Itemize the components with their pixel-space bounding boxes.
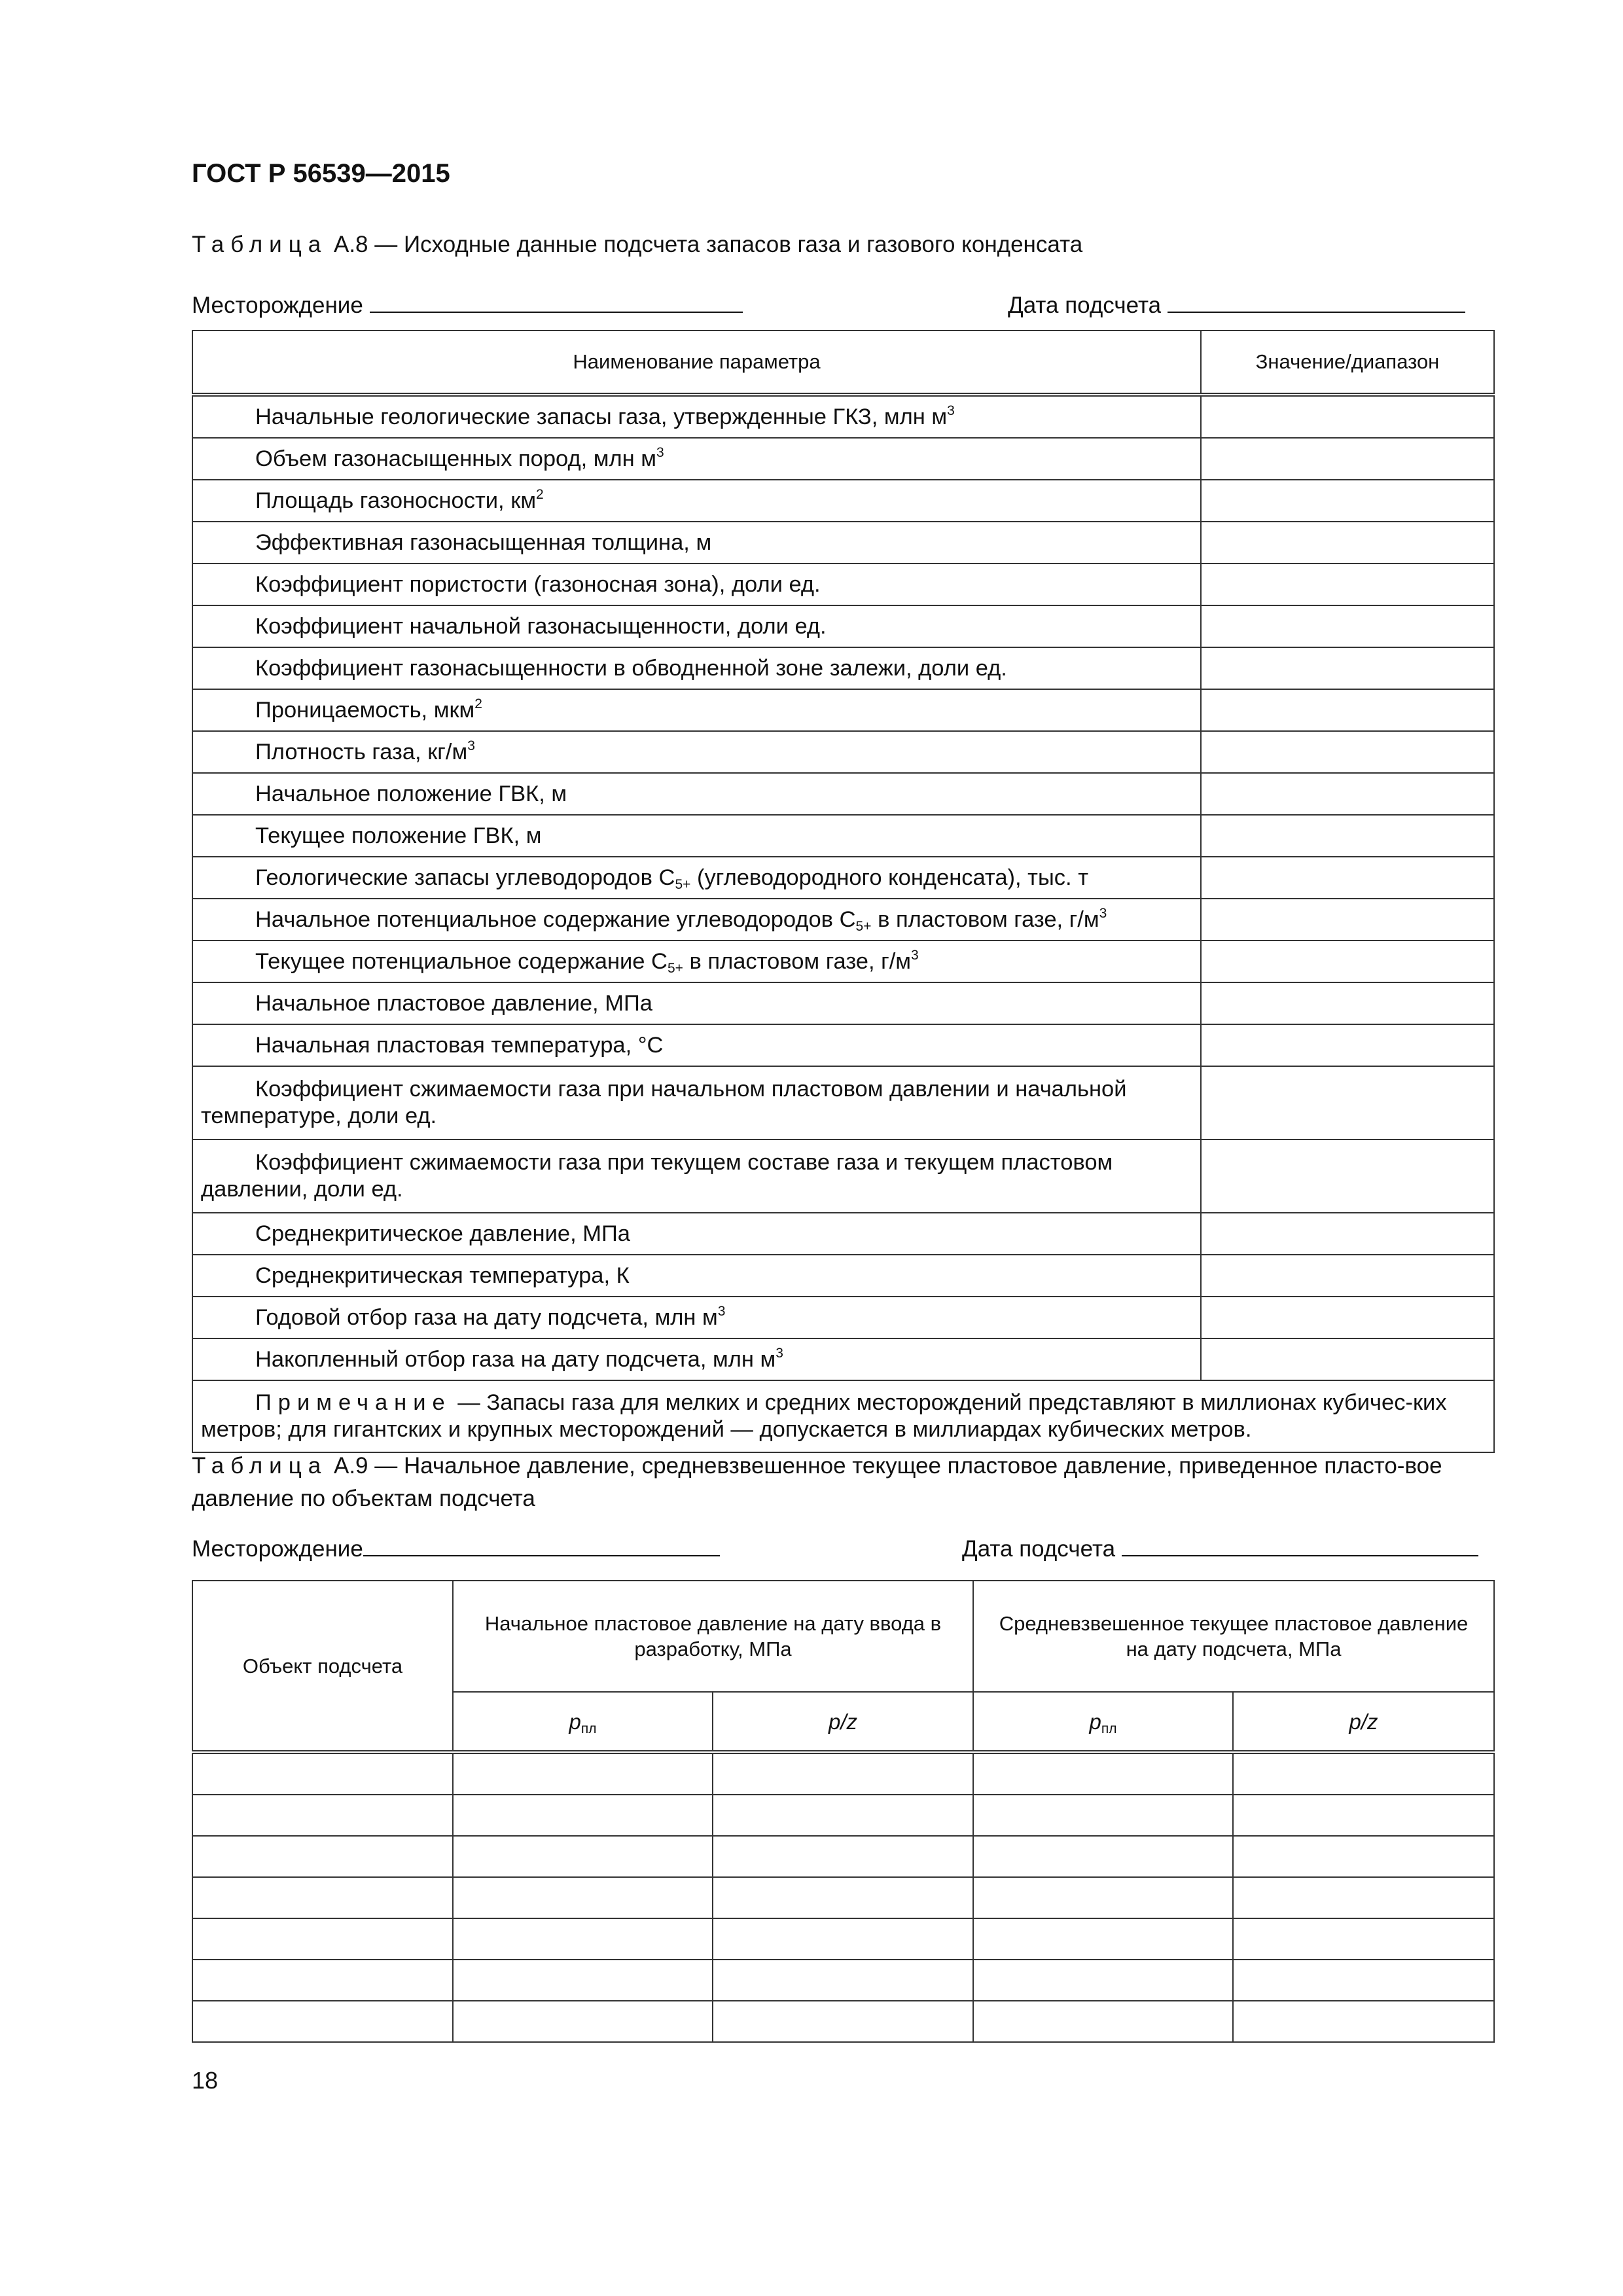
table-row: Эффективная газонасыщенная толщина, м xyxy=(192,522,1494,564)
value-cell[interactable] xyxy=(1201,815,1494,857)
column-header-value: Значение/диапазон xyxy=(1201,331,1494,395)
table-row: Геологические запасы углеводородов $С_{5+}$ (углеводородного конденсата), тыс. т xyxy=(192,857,1494,899)
value-cell[interactable] xyxy=(1201,899,1494,941)
caption-text: А.9 — Начальное давление, средневзвешенное текущее пластовое давление, приведенное пласто-вое давление по объектам подсчета xyxy=(192,1453,1442,1511)
deposit-label: Месторождение xyxy=(192,1536,363,1562)
table-row: Площадь газоносности, $км^2$ xyxy=(192,480,1494,522)
deposit-field-a9 xyxy=(192,1532,720,1566)
deposit-label: Месторождение xyxy=(192,293,363,318)
table-row xyxy=(192,1877,1494,1918)
value-cell[interactable] xyxy=(1201,564,1494,605)
table-row xyxy=(192,1752,1494,1795)
date-field-a8 xyxy=(1008,288,1465,322)
value-cell[interactable] xyxy=(1201,438,1494,480)
table-row: Текущее положение ГВК, м xyxy=(192,815,1494,857)
table-row: Коэффициент сжимаемости газа при текущем составе газа и текущем пластовом давлении, доли ед. xyxy=(192,1139,1494,1213)
table-row: Начальное пластовое давление, МПа xyxy=(192,982,1494,1024)
value-cell[interactable] xyxy=(1201,1066,1494,1139)
value-cell[interactable] xyxy=(1201,647,1494,689)
caption-text: А.8 — Исходные данные подсчета запасов газа и газового конденсата xyxy=(333,232,1083,257)
table-note xyxy=(192,1380,1494,1452)
table-row: Среднекритическая температура, К xyxy=(192,1255,1494,1297)
table-row xyxy=(192,1918,1494,1960)
value-cell[interactable] xyxy=(1201,480,1494,522)
table-row xyxy=(192,1960,1494,2001)
value-cell[interactable] xyxy=(1201,1297,1494,1338)
table-row: Коэффициент газонасыщенности в обводненной зоне залежи, доли ед. xyxy=(192,647,1494,689)
date-blank-line[interactable] xyxy=(1168,288,1465,313)
table-row: Объем газонасыщенных пород, млн $м^3$ xyxy=(192,438,1494,480)
table-row xyxy=(192,1836,1494,1877)
value-cell[interactable] xyxy=(1201,773,1494,815)
value-cell[interactable] xyxy=(1201,522,1494,564)
value-cell[interactable] xyxy=(1201,1255,1494,1297)
table-row: Годовой отбор газа на дату подсчета, млн $м^3$ xyxy=(192,1297,1494,1338)
column-header-pz-current: p/z xyxy=(1233,1692,1494,1752)
table-row: Начальная пластовая температура, °С xyxy=(192,1024,1494,1066)
note-prefix: Примечание xyxy=(255,1390,452,1415)
deposit-blank-line[interactable] xyxy=(363,1532,720,1556)
table-row xyxy=(192,2001,1494,2042)
value-cell[interactable] xyxy=(1201,395,1494,438)
date-label: Дата подсчета xyxy=(962,1536,1116,1562)
note-text: — Запасы газа для мелких и средних месторождений представляют в миллионах кубичес-ких метров; для гигантских и крупных месторождений — допускается в миллиардах кубических метров. xyxy=(201,1390,1447,1442)
column-header-current-pressure: Средневзвешенное текущее пластовое давление на дату подсчета, МПа xyxy=(973,1581,1494,1692)
value-cell[interactable] xyxy=(1201,731,1494,773)
value-cell[interactable] xyxy=(1201,857,1494,899)
table-note-row xyxy=(192,1380,1494,1452)
table-row: Начальное положение ГВК, м xyxy=(192,773,1494,815)
column-header-object: Объект подсчета xyxy=(192,1581,453,1752)
column-header-parameter: Наименование параметра xyxy=(192,331,1201,395)
deposit-field-a8 xyxy=(192,288,743,322)
table-row: Коэффициент пористости (газоносная зона), доли ед. xyxy=(192,564,1494,605)
date-blank-line[interactable] xyxy=(1122,1532,1478,1556)
column-header-initial-pressure: Начальное пластовое давление на дату ввода в разработку, МПа xyxy=(453,1581,973,1692)
value-cell[interactable] xyxy=(1201,605,1494,647)
table-a9-caption xyxy=(192,1450,1493,1515)
table-row: Коэффициент сжимаемости газа при начальном пластовом давлении и начальной температуре, доли ед. xyxy=(192,1066,1494,1139)
table-row xyxy=(192,1795,1494,1836)
column-header-p-current: $p_{пл}$ xyxy=(973,1692,1233,1752)
value-cell[interactable] xyxy=(1201,689,1494,731)
column-header-pz-initial: p/z xyxy=(713,1692,973,1752)
table-row: Начальные геологические запасы газа, утвержденные ГКЗ, млн $м^3$ xyxy=(192,395,1494,438)
date-label: Дата подсчета xyxy=(1008,293,1162,318)
table-a8-caption xyxy=(192,228,1082,261)
standard-number: ГОСТ Р 56539—2015 xyxy=(192,159,450,188)
value-cell[interactable] xyxy=(1201,941,1494,982)
deposit-blank-line[interactable] xyxy=(370,288,743,313)
caption-prefix: Таблица xyxy=(192,232,328,257)
page-number: 18 xyxy=(192,2067,219,2094)
table-row: Начальное потенциальное содержание углеводородов $С_{5+}$ в пластовом газе, $г/м^3$ xyxy=(192,899,1494,941)
table-row: Среднекритическое давление, МПа xyxy=(192,1213,1494,1255)
caption-prefix: Таблица xyxy=(192,1453,328,1479)
table-a9 xyxy=(192,1580,1495,2043)
table-row: Плотность газа, $кг/м^3$ xyxy=(192,731,1494,773)
value-cell[interactable] xyxy=(1201,1338,1494,1380)
value-cell[interactable] xyxy=(1201,1213,1494,1255)
date-field-a9 xyxy=(962,1532,1478,1566)
value-cell[interactable] xyxy=(1201,982,1494,1024)
table-row: Коэффициент начальной газонасыщенности, доли ед. xyxy=(192,605,1494,647)
table-a8 xyxy=(192,330,1495,1453)
column-header-p-initial: $p_{пл}$ xyxy=(453,1692,713,1752)
table-row: Накопленный отбор газа на дату подсчета, млн $м^3$ xyxy=(192,1338,1494,1380)
value-cell[interactable] xyxy=(1201,1139,1494,1213)
table-row: Проницаемость, мкм$^2$ xyxy=(192,689,1494,731)
value-cell[interactable] xyxy=(1201,1024,1494,1066)
table-row: Текущее потенциальное содержание $С_{5+}$ в пластовом газе, $г/м^3$ xyxy=(192,941,1494,982)
